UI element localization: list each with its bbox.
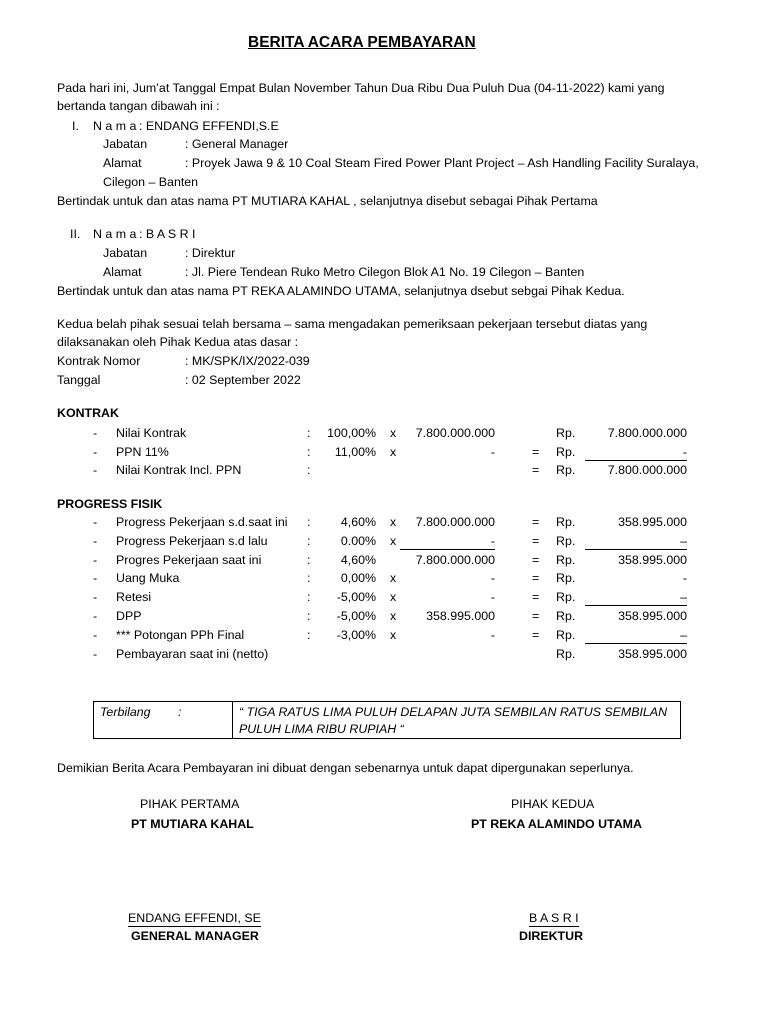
progress-row-0-dash: - <box>93 515 98 529</box>
kontrak-row-0-amount: 7.800.000.000 <box>607 426 687 440</box>
party1-statement: Bertindak untuk dan atas nama PT MUTIARA KAHAL , selanjutnya disebut sebagai Pihak Pertama <box>57 194 598 208</box>
progress-row-0-x: x <box>390 515 397 529</box>
agreement-line-1: Kedua belah pihak sesuai telah bersama – sama mengadakan pemeriksaan pekerjaan tersebut diatas yang <box>57 317 648 331</box>
progress-row-0-rp: Rp. <box>556 515 576 529</box>
progress-row-3-amount: - <box>682 571 687 586</box>
contract-number-value: : MK/SPK/IX/2022-039 <box>185 354 310 368</box>
progress-row-6-label: *** Potongan PPh Final <box>116 627 245 642</box>
progress-row-4-colon: : <box>307 590 311 605</box>
terbilang-divider <box>232 702 233 738</box>
party1-name-label: N a m a <box>93 119 137 133</box>
progress-row-4-amount: – <box>585 590 687 606</box>
progress-row-3-base: - <box>490 571 495 586</box>
progress-row-4-x: x <box>390 590 397 605</box>
progress-row-4-base: - <box>490 590 495 605</box>
progress-row-0-label: Progress Pekerjaan s.d.saat ini <box>116 515 288 529</box>
progress-row-4-dash: - <box>93 590 98 605</box>
party2-jabatan-label: Jabatan <box>103 246 148 260</box>
party2-alamat-label: Alamat <box>103 265 142 279</box>
kontrak-heading: KONTRAK <box>57 406 119 420</box>
party2-number: II. <box>70 227 81 241</box>
document-title: BERITA ACARA PEMBAYARAN <box>248 34 476 51</box>
progress-row-3-dash: - <box>93 571 98 586</box>
party1-number: I. <box>72 119 79 133</box>
kontrak-row-2-eq: = <box>532 463 540 477</box>
progress-row-0-amount: 358.995.000 <box>618 515 687 529</box>
kontrak-row-0-rp: Rp. <box>556 426 576 440</box>
party1-alamat-value: : Proyek Jawa 9 & 10 Coal Steam Fired Power Plant Project – Ash Handling Facility Suralaya, <box>185 156 699 170</box>
kontrak-row-0-colon: : <box>307 426 311 440</box>
progress-row-1-dash: - <box>93 533 98 548</box>
progress-row-5-label: DPP <box>116 609 142 623</box>
progress-row-0-base: 7.800.000.000 <box>415 515 495 529</box>
agreement-line-2: dilaksanakan oleh Pihak Kedua atas dasar : <box>57 335 299 349</box>
kontrak-row-1-base: - <box>490 444 495 459</box>
progress-heading: PROGRESS FISIK <box>57 497 163 511</box>
progress-row-1-amount: – <box>585 534 687 550</box>
kontrak-row-2-dash: - <box>93 463 98 477</box>
kontrak-row-2-rp: Rp. <box>556 463 576 477</box>
sign2-position: DIREKTUR <box>519 929 584 943</box>
progress-row-7-dash: - <box>93 646 98 661</box>
terbilang-text-line-2: PULUH LIMA RIBU RUPIAH “ <box>239 722 404 736</box>
kontrak-row-1-rp: Rp. <box>556 444 576 459</box>
progress-row-4-eq: = <box>532 590 540 605</box>
progress-row-6-colon: : <box>307 627 311 642</box>
sign2-role: PIHAK KEDUA <box>511 797 595 811</box>
kontrak-row-1-colon: : <box>307 444 311 459</box>
party1-jabatan-value: : General Manager <box>185 137 289 151</box>
contract-date-label: Tanggal <box>57 373 101 387</box>
progress-row-1-eq: = <box>532 533 540 548</box>
progress-row-5-base: 358.995.000 <box>426 609 495 623</box>
progress-row-2-pct: 4,60% <box>340 552 376 567</box>
progress-row-2-rp: Rp. <box>556 552 576 567</box>
progress-row-5-pct: -5,00% <box>336 609 376 623</box>
progress-row-2-dash: - <box>93 552 98 567</box>
kontrak-row-0-x: x <box>390 426 397 440</box>
intro-line-1: Pada hari ini, Jum’at Tanggal Empat Bulan November Tahun Dua Ribu Dua Puluh Dua (04-11-2022) kami yang <box>57 81 665 95</box>
progress-row-5-dash: - <box>93 609 98 623</box>
party1-name-value: : ENDANG EFFENDI,S.E <box>139 119 279 133</box>
progress-row-1-base: - <box>400 534 495 550</box>
closing-statement: Demikian Berita Acara Pembayaran ini dibuat dengan sebenarnya untuk dapat dipergunakan seperlunya. <box>57 761 634 775</box>
kontrak-row-0-pct: 100,00% <box>327 426 376 440</box>
progress-row-1-label: Progress Pekerjaan s.d lalu <box>116 533 268 548</box>
kontrak-row-2-label: Nilai Kontrak Incl. PPN <box>116 463 242 477</box>
party1-alamat-value-2: Cilegon – Banten <box>103 175 199 189</box>
kontrak-row-1-dash: - <box>93 444 98 459</box>
terbilang-text-line-1: “ TIGA RATUS LIMA PULUH DELAPAN JUTA SEMBILAN RATUS SEMBILAN <box>239 705 668 719</box>
party2-alamat-value: : Jl. Piere Tendean Ruko Metro Cilegon Blok A1 No. 19 Cilegon – Banten <box>185 265 585 279</box>
contract-number-label: Kontrak Nomor <box>57 354 141 368</box>
terbilang-box <box>93 701 681 739</box>
progress-row-6-amount: – <box>585 628 687 644</box>
kontrak-row-1-pct: 11,00% <box>334 444 376 459</box>
sign1-role: PIHAK PERTAMA <box>140 797 240 811</box>
progress-row-4-rp: Rp. <box>556 590 576 605</box>
kontrak-row-2-colon: : <box>307 463 311 477</box>
kontrak-row-1-x: x <box>390 444 397 459</box>
progress-row-1-pct: 0.00% <box>340 533 376 548</box>
progress-row-0-colon: : <box>307 515 311 529</box>
progress-row-3-colon: : <box>307 571 311 586</box>
kontrak-row-0-dash: - <box>93 426 98 440</box>
progress-row-5-x: x <box>390 609 397 623</box>
progress-row-5-colon: : <box>307 609 311 623</box>
kontrak-row-2-amount: 7.800.000.000 <box>607 463 687 477</box>
sign1-position: GENERAL MANAGER <box>131 929 259 943</box>
progress-row-5-eq: = <box>532 609 540 623</box>
progress-row-2-label: Progres Pekerjaan saat ini <box>116 552 262 567</box>
progress-row-7-rp: Rp. <box>556 646 576 661</box>
progress-row-6-rp: Rp. <box>556 627 576 642</box>
progress-row-6-dash: - <box>93 627 98 642</box>
progress-row-6-x: x <box>390 627 397 642</box>
kontrak-row-1-eq: = <box>532 444 540 459</box>
progress-row-7-amount: 358.995.000 <box>618 646 687 661</box>
progress-row-4-label: Retesi <box>116 590 152 605</box>
progress-row-5-amount: 358.995.000 <box>618 609 687 623</box>
party2-name-value: : B A S R I <box>139 227 196 241</box>
progress-row-2-eq: = <box>532 552 540 567</box>
progress-row-1-x: x <box>390 533 397 548</box>
sign1-company: PT MUTIARA KAHAL <box>131 817 254 831</box>
kontrak-row-1-label: PPN 11% <box>116 444 169 459</box>
progress-row-5-rp: Rp. <box>556 609 576 623</box>
party2-name-label: N a m a <box>93 227 137 241</box>
kontrak-row-0-base: 7.800.000.000 <box>415 426 495 440</box>
intro-line-2: bertanda tangan dibawah ini : <box>57 99 220 113</box>
progress-row-3-x: x <box>390 571 397 586</box>
progress-row-6-pct: -3,00% <box>336 627 376 642</box>
sign1-name: ENDANG EFFENDI, SE <box>128 911 261 925</box>
progress-row-1-colon: : <box>307 533 311 548</box>
progress-row-2-colon: : <box>307 552 311 567</box>
progress-row-0-eq: = <box>532 515 540 529</box>
progress-row-6-eq: = <box>532 627 540 642</box>
party1-jabatan-label: Jabatan <box>103 137 148 151</box>
progress-row-6-base: - <box>490 627 495 642</box>
sign2-name: B A S R I <box>529 911 579 925</box>
progress-row-0-pct: 4,60% <box>340 515 376 529</box>
kontrak-row-0-label: Nilai Kontrak <box>116 426 187 440</box>
progress-row-3-pct: 0,00% <box>340 571 376 586</box>
progress-row-3-label: Uang Muka <box>116 571 180 586</box>
progress-row-4-pct: -5,00% <box>336 590 376 605</box>
party2-jabatan-value: : Direktur <box>185 246 236 260</box>
progress-row-3-eq: = <box>532 571 540 586</box>
progress-row-2-base: 7.800.000.000 <box>415 552 495 567</box>
party1-alamat-label: Alamat <box>103 156 142 170</box>
sign2-company: PT REKA ALAMINDO UTAMA <box>471 817 642 831</box>
terbilang-label: Terbilang : <box>100 705 182 719</box>
progress-row-2-amount: 358.995.000 <box>618 552 687 567</box>
progress-row-7-label: Pembayaran saat ini (netto) <box>116 646 269 661</box>
progress-row-3-rp: Rp. <box>556 571 576 586</box>
progress-row-1-rp: Rp. <box>556 533 576 548</box>
contract-date-value: : 02 September 2022 <box>185 373 301 387</box>
party2-statement: Bertindak untuk dan atas nama PT REKA ALAMINDO UTAMA, selanjutnya dsebut sebgai Pihak Kedua. <box>57 284 625 298</box>
kontrak-row-1-amount: - <box>585 445 687 461</box>
